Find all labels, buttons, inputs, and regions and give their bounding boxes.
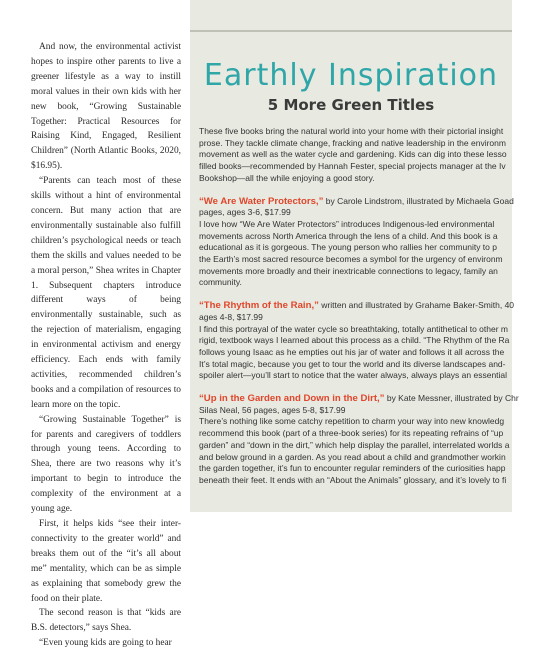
book-line: It’s total magic, because you get to tour the world and its diverse landscapes and- [199,358,506,369]
book-line: rigid, textbook ways I learned about this process as a child. “The Rhythm of the Ra [199,335,510,346]
top-divider [190,30,512,32]
book-line: I love how “We Are Water Protectors” introduces Indigenous-led environmental [199,218,495,229]
book-line: There’s nothing like some catchy repetition to charm your way into new knowledg [199,416,505,427]
book-line: and below ground in a garden. As you read about a child and grandmother workin [199,451,506,462]
intro-line: Bookshop—all the while enjoying a good story. [199,172,375,183]
book-line: spoiler alert—you’ll start to notice that the water always, always plays an essential [199,370,508,381]
intro-line: These five books bring the natural world into your home with their pictorial insight [199,126,504,136]
book-byline: written and illustrated by Grahame Baker-Smith, 40 [318,300,515,311]
article-paragraph: First, it helps kids “see their inter-connectivity to the greater world” and breaks them out of the “it’s all about me” mentality, which can be as simple as explaining that somebody grew the food on their plate. [31,519,181,604]
sidebar-body [199,126,539,487]
article-paragraph: “Even young kids are going to hear [39,638,172,649]
intro-line: movement as well as the water cycle and gardening. Kids can dig into these lesso [199,149,507,160]
book-line: Silas Neal, 56 pages, ages 5-8, $17.99 [199,404,346,415]
book-title: “We Are Water Protectors,” [199,195,324,207]
book-line: the garden together, it’s fun to encounter regular reminders of the curiosities happ [199,463,506,474]
book-heading [199,196,539,208]
sidebar-title: Earthly Inspiration [203,58,499,93]
book-line: follows young Isaac as he empties out his jar of water and follows it all across the [199,346,505,357]
article-column [0,0,190,649]
book-line: garden” and “down in the dirt,” which help display the parallel, interrelated worlds a [199,439,510,450]
book-byline: by Kate Messner, illustrated by Chr [384,393,519,404]
book-byline: by Carole Lindstrom, illustrated by Michaela Goad [323,195,514,206]
book-title: “Up in the Garden and Down in the Dirt,” [199,393,385,405]
book-line: movements across North America through the lens of a child. And this book is a [199,230,498,241]
intro-line: filled books—recommended by Hannah Fester, special projects manager at the Iv [199,161,506,172]
book-title: “The Rhythm of the Rain,” [199,300,319,312]
book-line: movements more broadly and their inextricable connections to legacy, family an [199,265,498,276]
article-paragraph: “Parents can teach most of these skills without a hint of environmental concern. But many action that are environmentally sustainable also fulfill children’s psychological needs or teach them the skills and values needed to be a moral person,” Shea writes in Chapter 1. Subsequent chapters introduce different ways of being environmentally sustainable, such as the rejection of materialism, engaging in environmental activism and energy efficiency. Each ends with family activities, recommended children’s books and a compilation of resources to learn more on the topic. [31,176,181,410]
book-line: recommend this book (part of a three-book series) for its repeating refrains of “up [199,428,504,439]
article-text [31,40,181,651]
book-line: community. [199,277,242,288]
book-line: ages 4-8, $17.99 [199,311,263,322]
book-line: I find this portrayal of the water cycle so breathtaking, totally antithetical to other m [199,323,508,334]
book-line: pages, ages 3-6, $17.99 [199,207,291,218]
book-line: the Earth’s most sacred resource becomes a symbol for the urgency of environm [199,254,503,265]
book-line: beneath their feet. It ends with an “About the Animals” glossary, and it’s lovely to fi [199,474,507,485]
book-heading [199,300,539,312]
article-paragraph: “Growing Sustainable Together” is for parents and caregivers of toddlers through young teens. According to Shea, there are two reasons why it’s important to begin to introduce the complexity of the environment at a young age. [31,414,181,515]
article-paragraph: And now, the environmental activist hopes to inspire other parents to live a greener lifestyle as a way to instill moral values in their own kids with her new book, “Growing Sustainable Together: Practical Resources for Raising Kind, Engaged, Resilient Children” (North Atlantic Books, 2020, $16.95). [31,42,181,172]
sidebar-subtitle: 5 More Green Titles [267,96,435,114]
book-line: educational as it is gorgeous. The young person who rallies her community to p [199,242,497,253]
sidebar-panel [190,0,519,512]
intro-line: prose. They tackle climate change, fracking and native leadership in the environm [199,137,506,148]
book-heading [199,393,539,405]
article-paragraph: The second reason is that “kids are B.S. detectors,” says Shea. [31,608,181,634]
